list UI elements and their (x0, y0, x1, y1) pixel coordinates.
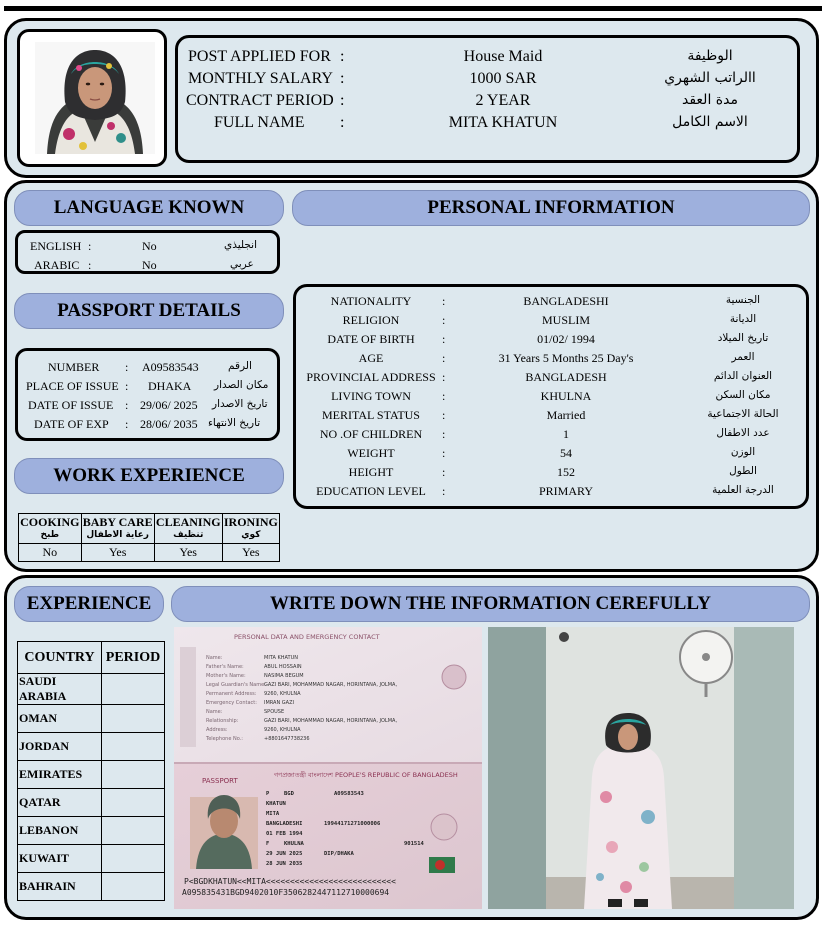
passport-scan-image (174, 627, 482, 909)
arabic-value: No (142, 258, 157, 272)
contract-period-label: CONTRACT PERIOD (186, 92, 334, 109)
experience-row (18, 733, 165, 761)
scan-top-field: ABUL HOSSAIN (264, 664, 302, 670)
personal-arabic: العنوان الدائم (713, 370, 773, 382)
period-cell (102, 873, 165, 901)
scan-field: KHATUN (266, 801, 286, 807)
ironing-label: IRONING (223, 514, 278, 529)
full-name-value: MITA KHATUN (448, 114, 558, 131)
scan-heading: PERSONAL DATA AND EMERGENCY CONTACT (234, 633, 380, 641)
scan-mrz-line-1: P<BGDKHATUN<<MITA<<<<<<<<<<<<<<<<<<<<<<<<<<< (184, 877, 396, 886)
colon: : (442, 351, 446, 365)
date-of-exp-value: 28/06/ 2035 (140, 417, 198, 431)
cleaning-arabic: تنظيف (173, 529, 204, 540)
scan-top-field: +8801647738236 (264, 736, 310, 742)
experience-title: EXPERIENCE (14, 586, 164, 622)
period-cell (102, 674, 165, 705)
personal-arabic: الجنسية (725, 294, 761, 306)
colon: : (442, 389, 446, 403)
full-name-arabic: الاسم الكامل (672, 114, 748, 130)
passport-number-arabic: الرقم (228, 360, 252, 372)
personal-label: RELIGION (342, 313, 400, 327)
colon: : (340, 92, 345, 109)
ironing-value: Yes (222, 544, 279, 562)
personal-arabic: عدد الاطفال (716, 427, 770, 439)
details-section (4, 180, 819, 572)
period-cell (102, 789, 165, 817)
country-header: COUNTRY (18, 642, 102, 674)
personal-label: NATIONALITY (330, 294, 412, 308)
scan-field: A09583543 (334, 791, 364, 797)
scan-top-label: Permanent Address: (206, 691, 257, 697)
passport-box (15, 348, 280, 441)
scan-field: BGD (284, 791, 294, 797)
top-rule (4, 6, 822, 11)
personal-label: NO .OF CHILDREN (319, 427, 423, 441)
personal-row (296, 332, 806, 350)
scan-top-label: Emergency Contact: (206, 700, 257, 706)
colon: : (125, 398, 129, 412)
period-cell (102, 733, 165, 761)
personal-row (296, 294, 806, 312)
scan-field: 29 JUN 2025 (266, 851, 303, 857)
personal-label: AGE (358, 351, 384, 365)
personal-label: DATE OF BIRTH (327, 332, 415, 346)
full-body-photo (488, 627, 794, 909)
scan-top-field: SPOUSE (264, 709, 285, 715)
personal-label: WEIGHT (347, 446, 395, 460)
ironing-arabic: كوي (241, 529, 261, 540)
scan-top-label: Name: (206, 655, 223, 661)
scan-top-label: Name: (206, 709, 223, 715)
personal-row (296, 389, 806, 407)
header-section (4, 18, 819, 178)
scan-top-label: Legal Guardian's Name: (206, 682, 266, 688)
cleaning-header (154, 514, 222, 544)
baby-care-arabic: رعاية الاطفال (86, 529, 149, 540)
personal-row (296, 370, 806, 388)
date-of-issue-label: DATE OF ISSUE (28, 398, 114, 412)
full-name-label: FULL NAME (214, 114, 305, 131)
scan-field: 28 JUN 2035 (266, 861, 303, 867)
work-experience-table (18, 513, 280, 562)
date-of-exp-label: DATE OF EXP (34, 417, 109, 431)
personal-value: KHULNA (540, 389, 592, 403)
country-cell: LEBANON (18, 817, 102, 845)
scan-field: 01 FEB 1994 (266, 831, 303, 837)
personal-label: LIVING TOWN (331, 389, 411, 403)
colon: : (442, 294, 446, 308)
passport-details-title: PASSPORT DETAILS (14, 293, 284, 329)
personal-row (296, 351, 806, 369)
scan-top-field: 9260, KHULNA (264, 691, 301, 697)
scan-top-field: MITA KHATUN (264, 655, 298, 661)
experience-row (18, 761, 165, 789)
personal-value: BANGLADESH (525, 370, 607, 384)
instruction-title: WRITE DOWN THE INFORMATION CEREFULLY (171, 586, 810, 622)
date-of-exp-row (18, 417, 277, 435)
scan-field: BANGLADESHI (266, 821, 303, 827)
scan-field: 19944171271000006 (324, 821, 381, 827)
colon: : (442, 427, 446, 441)
monthly-salary-row (178, 70, 797, 92)
language-known-title: LANGUAGE KNOWN (14, 190, 284, 226)
job-summary-box (175, 35, 800, 163)
personal-value: 54 (560, 446, 572, 460)
colon: : (442, 446, 446, 460)
personal-row (296, 484, 806, 502)
place-of-issue-row (18, 379, 277, 397)
colon: : (442, 370, 446, 384)
passport-number-label: NUMBER (48, 360, 100, 374)
contract-period-value: 2 YEAR (475, 92, 531, 109)
experience-row (18, 789, 165, 817)
personal-arabic: مكان السكن (715, 389, 771, 401)
work-experience-title: WORK EXPERIENCE (14, 458, 284, 494)
country-cell: SAUDI ARABIA (18, 674, 102, 705)
date-of-issue-value: 29/06/ 2025 (140, 398, 198, 412)
period-cell (102, 845, 165, 873)
colon: : (442, 313, 446, 327)
colon: : (340, 70, 345, 87)
cleaning-label: CLEANING (155, 514, 221, 529)
experience-row (18, 845, 165, 873)
cooking-label: COOKING (20, 514, 80, 529)
arabic-arabic: عربي (230, 258, 254, 270)
experience-row (18, 873, 165, 901)
country-cell: OMAN (18, 705, 102, 733)
colon: : (125, 360, 129, 374)
personal-value: MUSLIM (541, 313, 590, 327)
scan-top-field: NASIMA BEGUM (264, 673, 304, 679)
personal-label: MERITAL STATUS (322, 408, 420, 422)
personal-row (296, 427, 806, 445)
personal-value: 31 Years 5 Months 25 Day's (498, 351, 634, 365)
full-name-row (178, 114, 797, 136)
scan-field: MITA (266, 811, 280, 817)
colon: : (88, 239, 92, 253)
cooking-value: No (19, 544, 82, 562)
post-applied-label: POST APPLIED FOR (188, 48, 331, 65)
scan-mrz-line-2: A095835431BGD9402010F3506282447112710000694 (182, 888, 390, 897)
baby-care-label: BABY CARE (82, 514, 153, 529)
personal-information-title: PERSONAL INFORMATION (292, 190, 810, 226)
country-cell: KUWAIT (18, 845, 102, 873)
country-cell: EMIRATES (18, 761, 102, 789)
monthly-salary-value: 1000 SAR (469, 70, 537, 87)
contract-period-row (178, 92, 797, 114)
arabic-row (18, 258, 277, 276)
colon: : (340, 48, 345, 65)
personal-arabic: الطول (729, 465, 757, 477)
scan-field: P (266, 791, 270, 797)
arabic-label: ARABIC (34, 258, 80, 272)
personal-value: PRIMARY (538, 484, 594, 498)
scan-top-field: GAZI BARI, MOHAMMAD NAGAR, HORINTANA, JOLMA, (264, 682, 398, 688)
passport-scan-drawing (174, 627, 482, 909)
post-applied-arabic: الوظيفة (687, 48, 733, 64)
colon: : (442, 408, 446, 422)
post-applied-value: House Maid (463, 48, 543, 65)
personal-row (296, 465, 806, 483)
experience-table (17, 641, 165, 901)
personal-label: PROVINCIAL ADDRESS (306, 370, 436, 384)
period-cell (102, 761, 165, 789)
personal-value: BANGLADESHI (523, 294, 609, 308)
applicant-photo (35, 42, 155, 154)
cleaning-value: Yes (154, 544, 222, 562)
personal-row (296, 313, 806, 331)
colon: : (340, 114, 345, 131)
scan-top-label: Mother's Name: (206, 673, 246, 679)
date-of-issue-row (18, 398, 277, 416)
experience-row (18, 705, 165, 733)
personal-value: 152 (557, 465, 575, 479)
period-header: PERIOD (102, 642, 165, 674)
personal-value: 1 (563, 427, 569, 441)
scan-field: 901514 (404, 841, 424, 847)
personal-label: HEIGHT (348, 465, 394, 479)
cooking-arabic: طبخ (40, 529, 60, 540)
colon: : (88, 258, 92, 272)
english-label: ENGLISH (30, 239, 82, 253)
baby-care-header (81, 514, 154, 544)
ironing-header (222, 514, 279, 544)
scan-top-field: IMRAN GAZI (264, 700, 295, 706)
date-of-issue-arabic: تاريخ الاصدار (212, 398, 268, 410)
colon: : (442, 465, 446, 479)
experience-section (4, 575, 819, 920)
experience-row (18, 817, 165, 845)
baby-care-value: Yes (81, 544, 154, 562)
personal-arabic: الدرجة العلمية (712, 484, 774, 496)
scan-top-field: GAZI BARI, MOHAMMAD NAGAR, HORINTANA, JOLMA, (264, 718, 398, 724)
language-box (15, 230, 280, 274)
scan-top-label: Father's Name: (206, 664, 244, 670)
scan-field: KHULNA (284, 841, 304, 847)
place-of-issue-label: PLACE OF ISSUE (26, 379, 119, 393)
scan-top-label: Address: (206, 727, 228, 733)
monthly-salary-arabic: االراتب الشهري (664, 70, 756, 86)
cooking-header (19, 514, 82, 544)
english-row (18, 239, 277, 257)
applicant-photo-frame (17, 29, 167, 167)
colon: : (442, 332, 446, 346)
colon: : (125, 417, 129, 431)
scan-field: F (266, 841, 270, 847)
scan-top-label: Telephone No.: (206, 736, 243, 742)
colon: : (125, 379, 129, 393)
full-body-photo-drawing (488, 627, 794, 909)
place-of-issue-arabic: مكان الصدار (214, 379, 269, 391)
personal-arabic: الحالة الاجتماعية (707, 408, 779, 420)
passport-number-value: A09583543 (142, 360, 199, 374)
personal-arabic: الديانة (729, 313, 757, 325)
scan-country-line: গণপ্রজাতন্ত্রী বাংলাদেশ PEOPLE'S REPUBLIC OF BANGLADESH (274, 771, 458, 779)
personal-arabic: تاريخ الميلاد (717, 332, 769, 344)
personal-value: 01/02/ 1994 (537, 332, 595, 346)
contract-period-arabic: مدة العقد (682, 92, 738, 108)
experience-row (18, 674, 165, 705)
personal-arabic: العمر (731, 351, 755, 363)
monthly-salary-label: MONTHLY SALARY (188, 70, 333, 87)
personal-label: EDUCATION LEVEL (316, 484, 426, 498)
place-of-issue-value: DHAKA (148, 379, 192, 393)
country-cell: BAHRAIN (18, 873, 102, 901)
english-value: No (142, 239, 157, 253)
personal-arabic: الوزن (730, 446, 756, 458)
scan-top-label: Relationship: (206, 718, 239, 724)
passport-number-row (18, 360, 277, 378)
colon: : (442, 484, 446, 498)
personal-row (296, 408, 806, 426)
personal-information-box (293, 284, 809, 509)
country-cell: QATAR (18, 789, 102, 817)
scan-field: DIP/DHAKA (324, 851, 354, 857)
english-arabic: انجليذي (224, 239, 257, 251)
personal-value: Married (546, 408, 586, 422)
date-of-exp-arabic: تاريخ الانتهاء (208, 417, 261, 429)
post-applied-row (178, 48, 797, 70)
period-cell (102, 817, 165, 845)
scan-top-field: 9260, KHULNA (264, 727, 301, 733)
scan-passport-word: PASSPORT (202, 777, 238, 785)
period-cell (102, 705, 165, 733)
personal-row (296, 446, 806, 464)
country-cell: JORDAN (18, 733, 102, 761)
